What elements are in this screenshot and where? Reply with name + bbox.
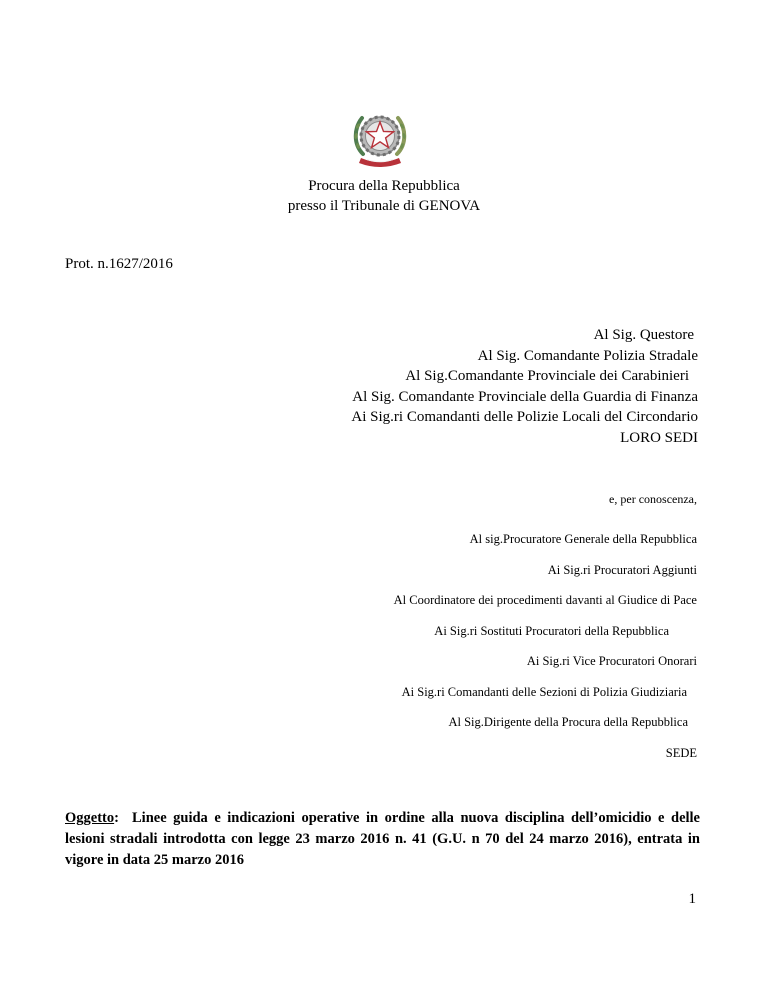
cc-intro: e, per conoscenza, <box>609 492 697 506</box>
recipient-line: Al Sig. Comandante Polizia Stradale <box>477 347 698 364</box>
office-header <box>0 176 768 216</box>
page-number: 1 <box>688 891 696 907</box>
office-name: Procura della Repubblica <box>308 178 460 194</box>
recipient-line: Al Sig. Comandante Provinciale della Guardia di Finanza <box>352 388 698 405</box>
cc-recipients-block <box>394 531 697 775</box>
cc-recipient-line: Al Sig.Dirigente della Procura della Repubblica <box>448 715 688 729</box>
subject-separator: : <box>114 810 119 826</box>
cc-recipient-line: Ai Sig.ri Sostituti Procuratori della Repubblica <box>434 623 669 638</box>
italian-republic-emblem-icon <box>349 106 411 172</box>
protocol-number: Prot. n.1627/2016 <box>65 256 173 272</box>
recipient-line: LORO SEDI <box>620 429 698 446</box>
subject-text: Linee guida e indicazioni operative in ordine alla nuova disciplina dell’omicidio e delle lesioni stradali introdotta con legge 23 marzo 2016 n. 41 (G.U. n 70 del 24 marzo 2016), entrata in vigore in data 25 marzo 2016 <box>65 810 700 868</box>
recipient-line: Al Sig.Comandante Provinciale dei Carabinieri <box>405 368 689 384</box>
cc-recipient-line: Ai Sig.ri Procuratori Aggiunti <box>547 562 697 577</box>
recipient-line: Al Sig. Questore <box>593 327 694 343</box>
subject-label: Oggetto <box>65 810 115 826</box>
cc-recipient-line: SEDE <box>665 745 697 760</box>
cc-recipient-line: Ai Sig.ri Comandanti delle Sezioni di Polizia Giudiziaria <box>401 684 687 699</box>
subject-paragraph <box>65 808 700 871</box>
office-court: presso il Tribunale di GENOVA <box>287 198 481 214</box>
recipients-block <box>351 325 698 448</box>
cc-recipient-line: Ai Sig.ri Vice Procuratori Onorari <box>526 654 697 668</box>
recipient-line: Ai Sig.ri Comandanti delle Polizie Locali del Circondario <box>351 409 698 425</box>
cc-recipient-line: Al sig.Procuratore Generale della Repubblica <box>469 532 697 546</box>
cc-recipient-line: Al Coordinatore dei procedimenti davanti al Giudice di Pace <box>393 593 697 607</box>
